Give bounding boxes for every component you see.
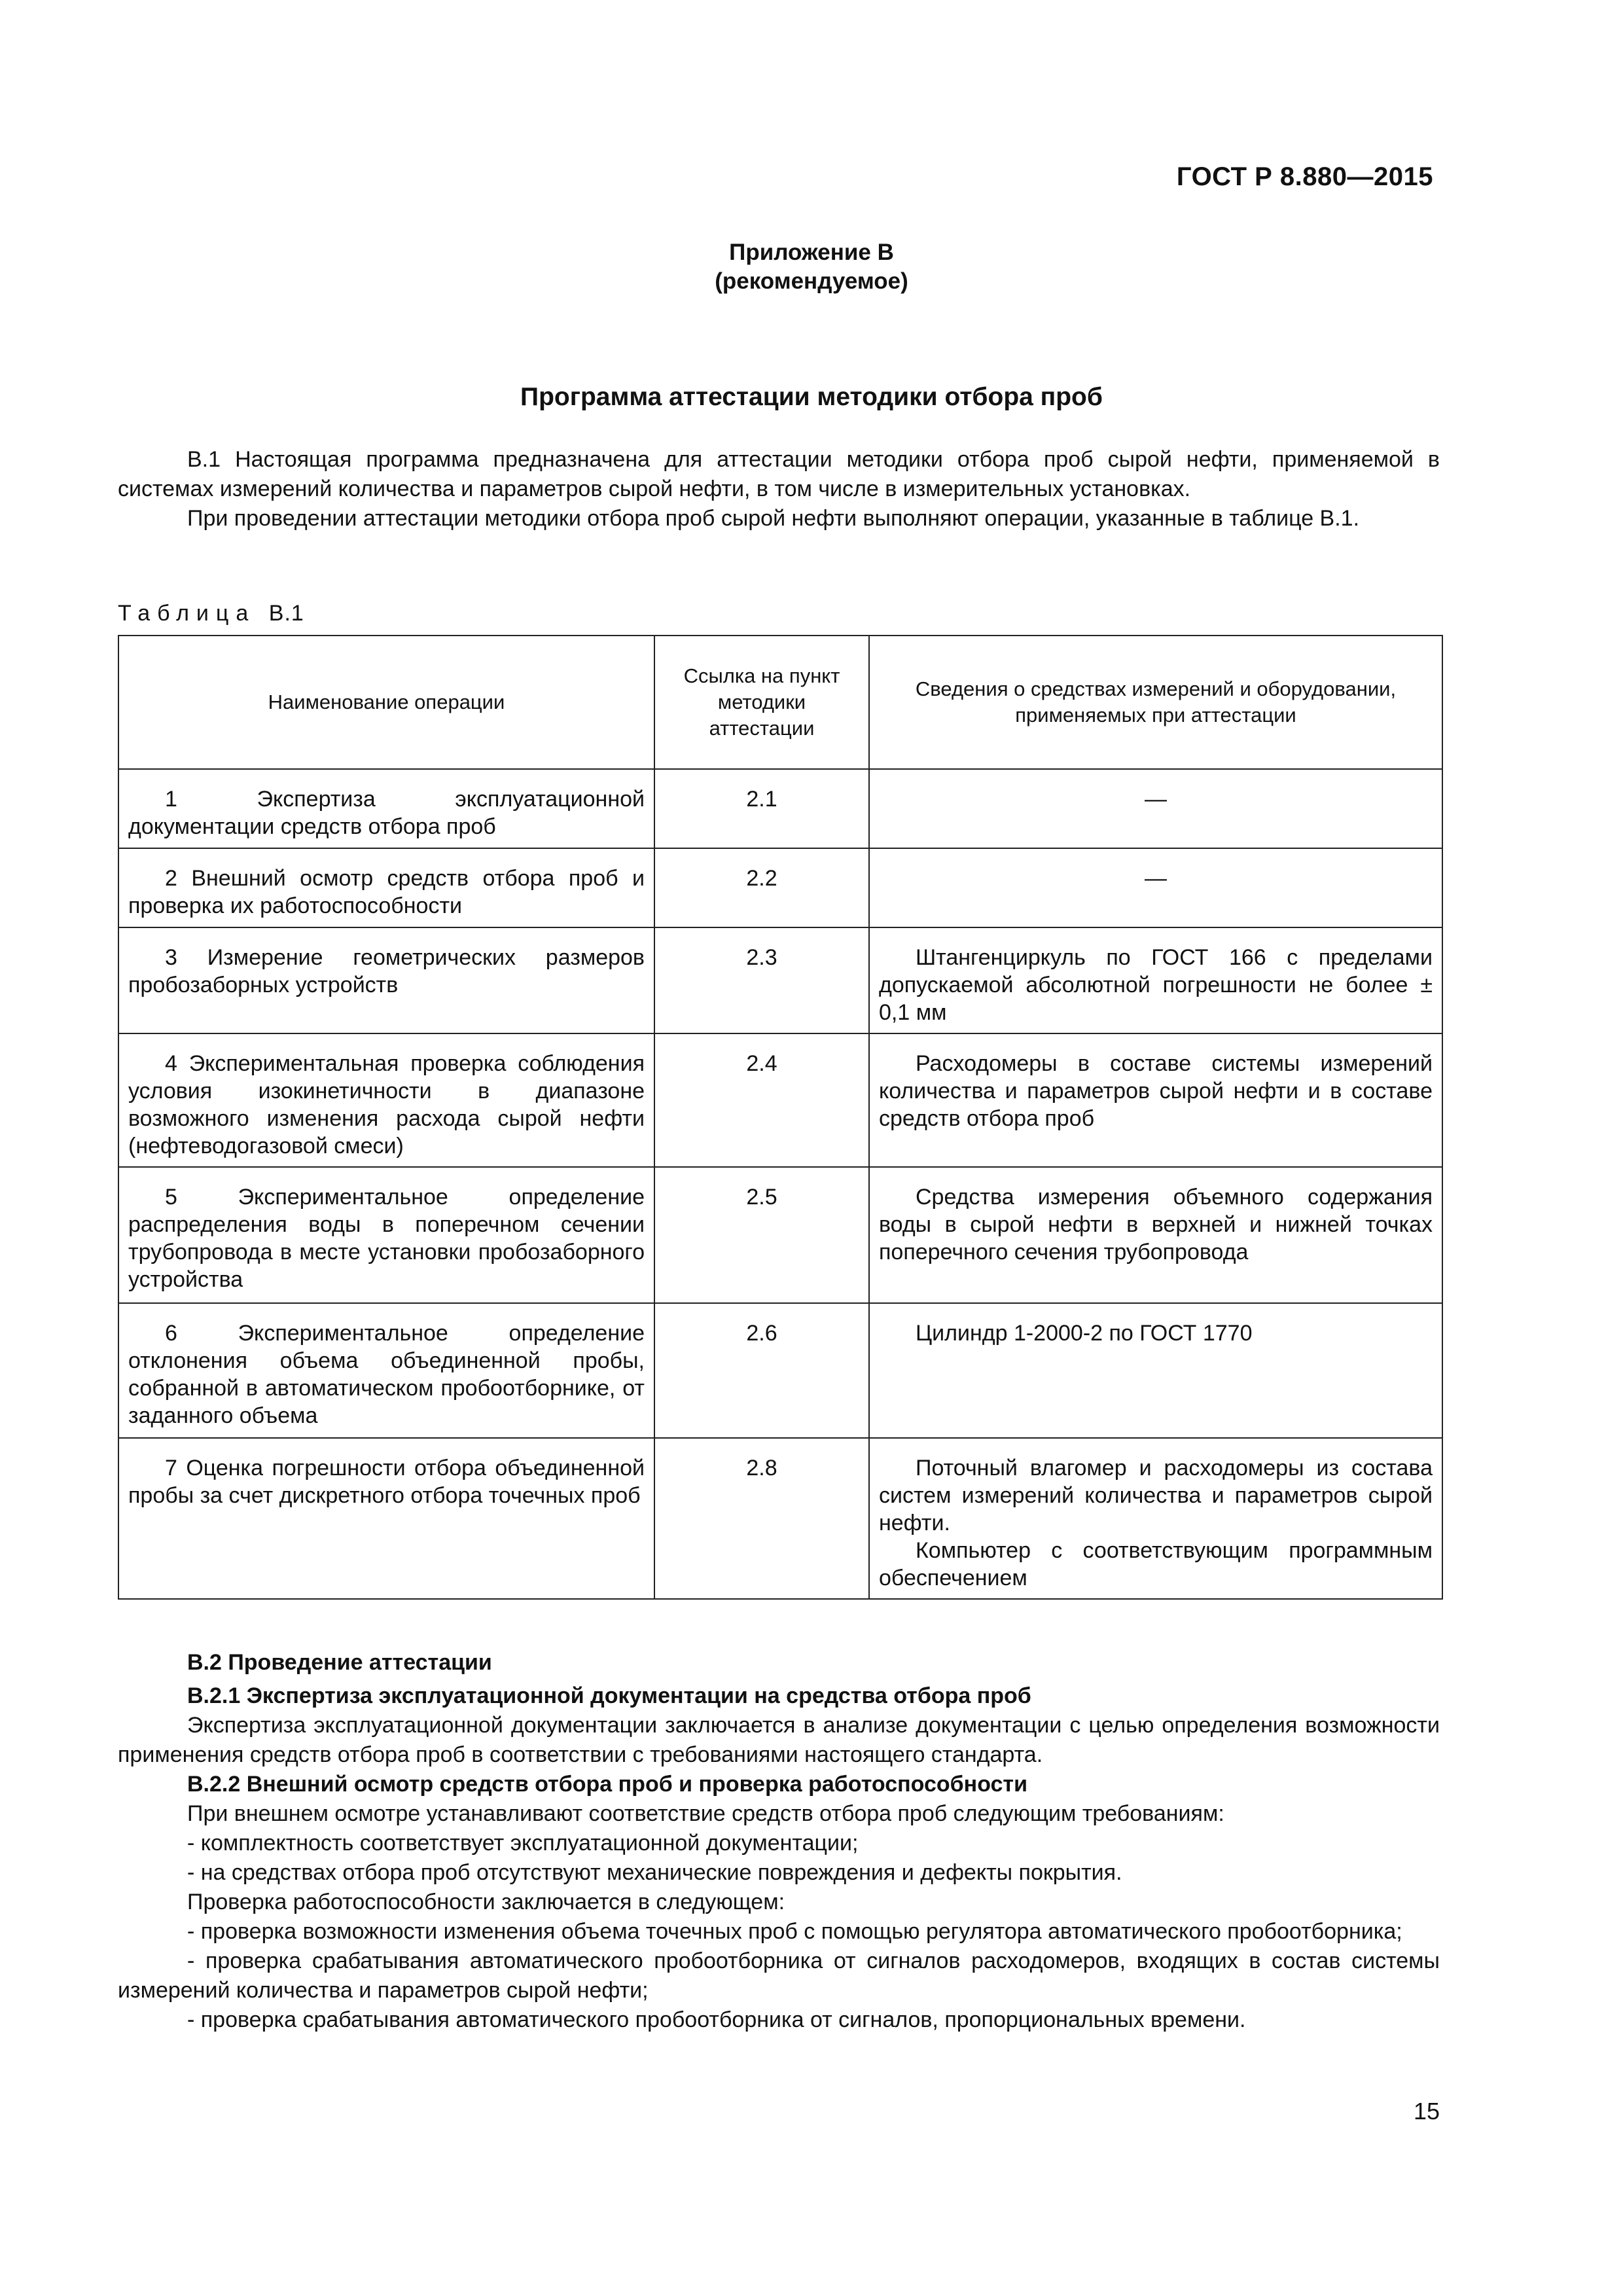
operation-cell: 3 Измерение геометрических размеров пробозаборных устройств: [118, 927, 654, 1033]
table-row: [118, 1033, 1442, 1167]
header-operation: Наименование операции: [118, 636, 654, 769]
section-b2: [118, 1648, 1440, 2035]
reference-cell: 2.4: [654, 1033, 869, 1167]
list-item: - проверка срабатывания автоматического пробоотборника от сигналов расходомеров, входящих в состав системы измерений количества и параметров сырой нефти;: [118, 1948, 1440, 2003]
table-row: [118, 1167, 1442, 1303]
reference-cell: 2.8: [654, 1438, 869, 1599]
table-row: [118, 1438, 1442, 1599]
equipment-cell: —: [869, 848, 1442, 927]
equipment-text-2: Компьютер с соответствующим программным обеспечением: [879, 1538, 1433, 1590]
table-row: [118, 1303, 1442, 1438]
check-intro: Проверка работоспособности заключается в следующем:: [187, 1890, 785, 1914]
list-item: - проверка срабатывания автоматического пробоотборника от сигналов, пропорциональных времени.: [187, 2007, 1246, 2032]
reference-cell: 2.3: [654, 927, 869, 1033]
list-item: - проверка возможности изменения объема точечных проб с помощью регулятора автоматического пробоотборника;: [187, 1919, 1402, 1944]
intro-paragraph-2: При проведении аттестации методики отбора проб сырой нефти выполняют операции, указанные в таблице В.1.: [187, 506, 1360, 531]
operation-cell: 6 Экспериментальное определение отклонения объема объединенной пробы, собранной в автоматическом пробоотборнике, от заданного объема: [118, 1303, 654, 1438]
table-header-row: [118, 636, 1442, 769]
page-title: Программа аттестации методики отбора проб: [520, 383, 1103, 411]
operation-cell: 5 Экспериментальное определение распределения воды в поперечном сечении трубопровода в месте установки пробозаборного устройства: [118, 1167, 654, 1303]
table-row: [118, 848, 1442, 927]
table-row: [118, 769, 1442, 848]
operation-cell: 1 Экспертиза эксплуатационной документации средств отбора проб: [118, 769, 654, 848]
operation-cell: 4 Экспериментальная проверка соблюдения условия изокинетичности в диапазоне возможного изменения расхода сырой нефти (нефтеводогазовой смеси): [118, 1033, 654, 1167]
section-b2-heading: В.2 Проведение аттестации: [187, 1650, 492, 1675]
equipment-cell: Расходомеры в составе системы измерений количества и параметров сырой нефти и в составе средств отбора проб: [869, 1033, 1442, 1167]
header-reference: Ссылка на пункт методики аттестации: [654, 636, 869, 769]
operation-cell: 7 Оценка погрешности отбора объединенной пробы за счет дискретного отбора точечных проб: [118, 1438, 654, 1599]
reference-cell: 2.6: [654, 1303, 869, 1438]
appendix-status: (рекомендуемое): [715, 268, 908, 294]
reference-cell: 2.1: [654, 769, 869, 848]
equipment-cell: Средства измерения объемного содержания воды в сырой нефти в верхней и нижней точках поперечного сечения трубопровода: [869, 1167, 1442, 1303]
table-caption: [118, 601, 304, 626]
header-equipment: Сведения о средствах измерений и оборудовании, применяемых при аттестации: [869, 636, 1442, 769]
intro-paragraph-1: В.1 Настоящая программа предназначена для аттестации методики отбора проб сырой нефти, применяемой в системах измерений количества и параметров сырой нефти, в том числе в измерительных установках.: [118, 447, 1440, 501]
page-number: 15: [1413, 2098, 1440, 2125]
section-b22-text: При внешнем осмотре устанавливают соответствие средств отбора проб следующим требованиям:: [187, 1801, 1224, 1826]
equipment-cell: —: [869, 769, 1442, 848]
section-b21-text: Экспертиза эксплуатационной документации заключается в анализе документации с целью определения возможности применения средств отбора проб в соответствии с требованиями настоящего стандарта.: [118, 1713, 1440, 1767]
equipment-cell: Штангенциркуль по ГОСТ 166 с пределами допускаемой абсолютной погрешности не более ± 0,1 мм: [869, 927, 1442, 1033]
equipment-cell: [869, 1438, 1442, 1599]
section-b21-heading: В.2.1 Экспертиза эксплуатационной документации на средства отбора проб: [187, 1683, 1031, 1708]
equipment-cell: Цилиндр 1-2000-2 по ГОСТ 1770: [869, 1303, 1442, 1438]
table-caption-number: В.1: [268, 601, 304, 626]
list-item: - на средствах отбора проб отсутствуют механические повреждения и дефекты покрытия.: [187, 1860, 1122, 1885]
reference-cell: 2.2: [654, 848, 869, 927]
list-item: - комплектность соответствует эксплуатационной документации;: [187, 1831, 859, 1856]
section-b22-heading: В.2.2 Внешний осмотр средств отбора проб и проверка работоспособности: [187, 1772, 1027, 1797]
operation-cell: 2 Внешний осмотр средств отбора проб и проверка их работоспособности: [118, 848, 654, 927]
appendix-label: Приложение В: [729, 240, 894, 265]
table-caption-word: Таблица: [118, 601, 256, 626]
equipment-text: Поточный влагомер и расходомеры из состава систем измерений количества и параметров сырой нефти.: [879, 1456, 1433, 1535]
table-row: [118, 927, 1442, 1033]
document-code: ГОСТ Р 8.880—2015: [1176, 162, 1433, 191]
operations-table: [118, 635, 1443, 1600]
reference-cell: 2.5: [654, 1167, 869, 1303]
